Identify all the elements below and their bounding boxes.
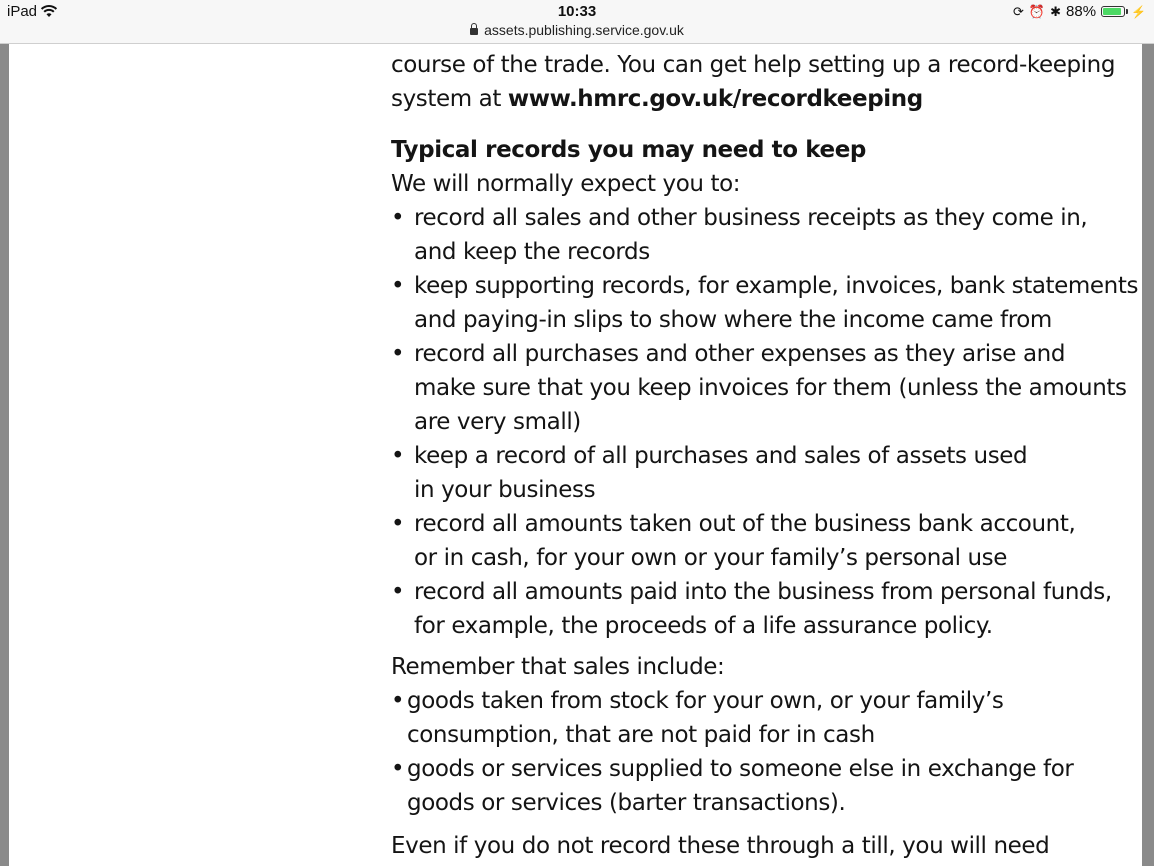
recordkeeping-link[interactable]: www.hmrc.gov.uk/recordkeeping <box>507 86 923 112</box>
list-item-text: and paying-in slips to show where the income came from <box>414 307 1052 333</box>
bullet: • <box>391 688 405 714</box>
bullet: • <box>391 205 405 231</box>
list-item-text: goods or services (barter transactions). <box>407 790 846 816</box>
bullet: • <box>391 273 405 299</box>
battery-tip <box>1126 9 1128 14</box>
list-item-text: for example, the proceeds of a life assurance policy. <box>414 613 993 639</box>
list-item-text: record all sales and other business receipts as they come in, <box>414 205 1088 231</box>
intro-line <box>391 82 923 116</box>
list-item-text: record all purchases and other expenses as they arise and <box>414 341 1066 367</box>
orientation-lock-icon: ⟳ <box>1013 3 1024 19</box>
alarm-icon: ⏰ <box>1028 3 1046 19</box>
battery-percent: 88% <box>1066 3 1097 20</box>
list-item-text: or in cash, for your own or your family’s personal use <box>414 545 1007 571</box>
list-item-text: keep a record of all purchases and sales of assets used <box>414 443 1028 469</box>
list-item-text: record all amounts taken out of the business bank account, <box>414 511 1076 537</box>
bluetooth-icon: ✱ <box>1050 3 1062 19</box>
list-item-text: record all amounts paid into the business from personal funds, <box>414 579 1112 605</box>
list-item-text: make sure that you keep invoices for them (unless the amounts <box>414 375 1127 401</box>
closing-text: Even if you do not record these through a till, you will need <box>391 833 1050 859</box>
list-item-text: and keep the records <box>414 239 650 265</box>
url-text: assets.publishing.service.gov.uk <box>484 22 684 38</box>
address-bar[interactable] <box>0 22 1154 38</box>
sales-lead: Remember that sales include: <box>391 654 725 680</box>
list-item-text: consumption, that are not paid for in cash <box>407 722 875 748</box>
clock: 10:33 <box>557 3 597 20</box>
list-item-text: are very small) <box>414 409 581 435</box>
device-name: iPad <box>7 3 38 20</box>
battery-icon <box>1101 6 1125 17</box>
list-item-text: goods taken from stock for your own, or your family’s <box>407 688 1004 714</box>
lead-text: We will normally expect you to: <box>391 171 741 197</box>
list-item-text: goods or services supplied to someone else in exchange for <box>407 756 1074 782</box>
intro-text: system at <box>391 86 508 112</box>
lock-icon <box>470 28 478 35</box>
bullet: • <box>391 341 405 367</box>
section-heading: Typical records you may need to keep <box>391 137 866 163</box>
intro-line: course of the trade. You can get help setting up a record-keeping <box>391 52 1116 78</box>
charging-icon: ⚡ <box>1131 4 1146 19</box>
bullet: • <box>391 756 405 782</box>
list-item-text: in your business <box>414 477 596 503</box>
status-bar <box>0 0 1154 44</box>
bullet: • <box>391 511 405 537</box>
list-item-text: keep supporting records, for example, invoices, bank statements <box>414 273 1139 299</box>
bullet: • <box>391 579 405 605</box>
document-page[interactable] <box>9 44 1142 866</box>
bullet: • <box>391 443 405 469</box>
status-icons <box>1013 3 1146 20</box>
